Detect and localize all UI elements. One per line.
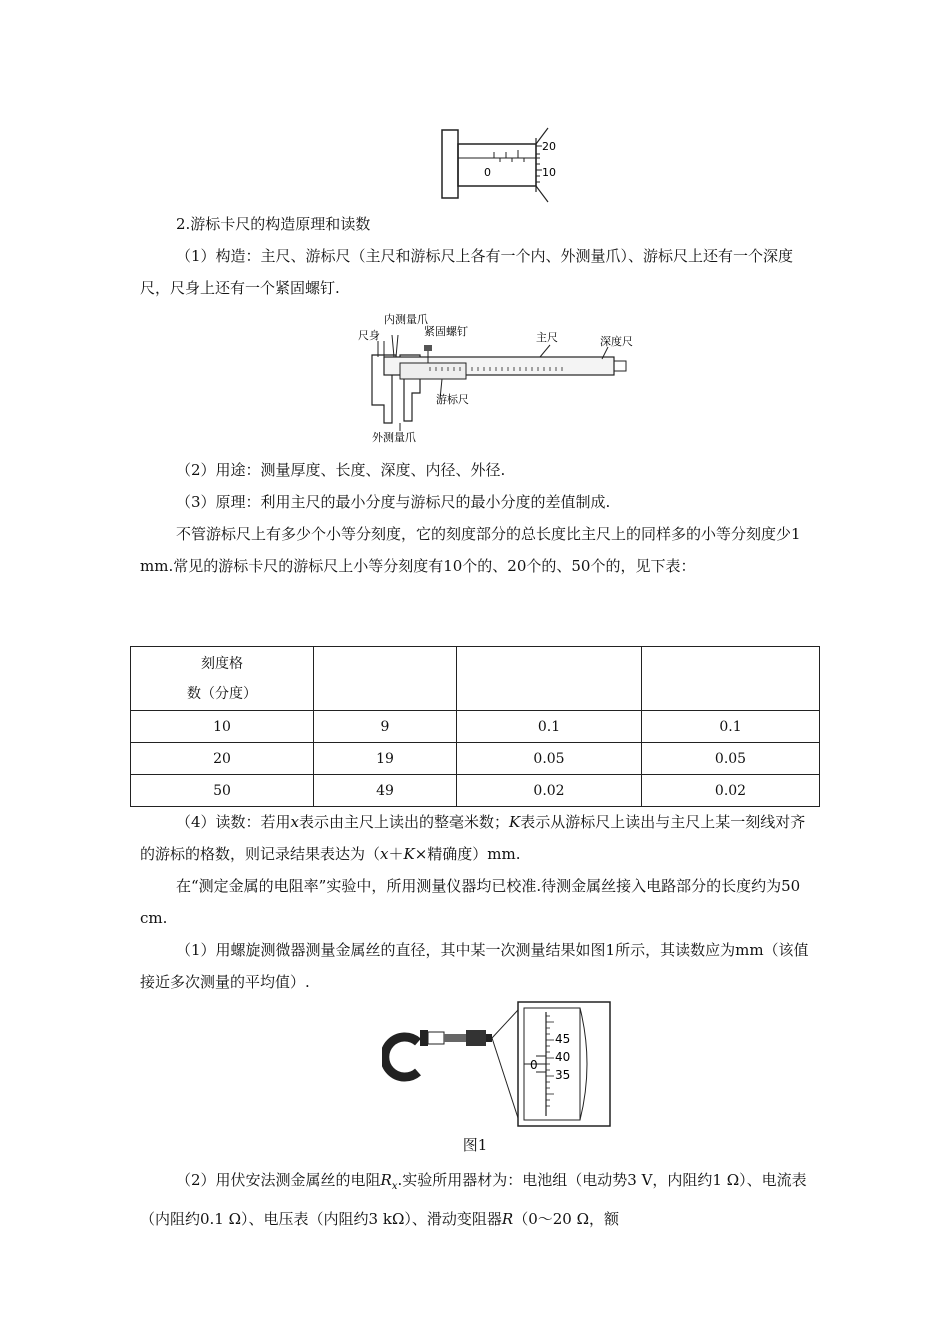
paragraph-explain: 不管游标尺上有多少个小等分刻度，它的刻度部分的总长度比主尺上的同样多的小等分刻度少1 mm.常见的游标卡尺的游标尺上小等分刻度有10个的、20个的、50个的，见下表： bbox=[140, 525, 801, 575]
table-cell: 19 bbox=[314, 743, 457, 775]
q2-text-b: .实验所用器材为：电池组（电动势3 V，内阻约1 Ω）、电流表（内阻约0.1 Ω）、电压表（内阻约3 kΩ）、滑动变阻器 bbox=[140, 1171, 807, 1228]
caliper-label-screw: 紧固螺钉 bbox=[424, 325, 468, 338]
table-cell: 0.1 bbox=[457, 711, 642, 743]
table-cell: 50 bbox=[131, 775, 314, 807]
paragraph-structure: （1）构造：主尺、游标尺（主尺和游标尺上各有一个内、外测量爪）、游标尺上还有一个深度尺，尺身上还有一个紧固螺钉. bbox=[140, 247, 794, 297]
table-row bbox=[131, 743, 820, 775]
caliper-label-body: 尺身 bbox=[358, 329, 380, 342]
reading-var-x: x bbox=[290, 813, 300, 831]
paragraph-reading bbox=[140, 806, 820, 870]
caliper-label-outer-jaw: 外测量爪 bbox=[372, 431, 416, 444]
table-header-empty-cell bbox=[457, 647, 642, 711]
table-header-empty-cell bbox=[314, 647, 457, 711]
micrometer-top-label-0: 0 bbox=[484, 166, 491, 179]
caliper-label-inner-jaw: 内测量爪 bbox=[384, 313, 428, 326]
table-header-line-1: 刻度格 bbox=[201, 655, 243, 672]
reading-var-k2: K bbox=[403, 845, 415, 863]
caliper-label-vernier: 游标尺 bbox=[436, 393, 469, 406]
reading-text-d: ＋ bbox=[388, 845, 404, 863]
micrometer-top-figure bbox=[438, 124, 563, 204]
q2-text-a: （2）用伏安法测金属丝的电阻 bbox=[176, 1171, 381, 1189]
section-title: 2.游标卡尺的构造原理和读数 bbox=[176, 215, 371, 233]
figure1-label-45: 45 bbox=[555, 1032, 571, 1046]
table-cell: 0.05 bbox=[642, 743, 820, 775]
micrometer-top-label-20: 20 bbox=[542, 140, 556, 153]
q2-text-c: （0～20 Ω，额 bbox=[513, 1210, 620, 1228]
q2-var-r: R bbox=[380, 1171, 392, 1189]
table-row bbox=[131, 775, 820, 807]
micrometer-top-label-10: 10 bbox=[542, 166, 556, 179]
reading-text-c: 表示从游标尺上读出与主尺上某一刻线对齐的游标的格数，则记录结果表达为（ bbox=[140, 813, 806, 863]
table-cell: 9 bbox=[314, 711, 457, 743]
figure1-label-0: 0 bbox=[530, 1058, 538, 1072]
table-row bbox=[131, 711, 820, 743]
reading-text-e: ×精确度）mm. bbox=[414, 845, 521, 863]
table-cell: 0.02 bbox=[457, 775, 642, 807]
reading-text-a: （4）读数：若用 bbox=[176, 813, 291, 831]
table-header-cell bbox=[131, 647, 314, 711]
reading-var-k: K bbox=[509, 813, 521, 831]
table-header-row bbox=[131, 647, 820, 711]
vernier-caliper-figure bbox=[340, 305, 650, 450]
caliper-label-main-scale: 主尺 bbox=[536, 331, 558, 344]
paragraph-principle: （3）原理：利用主尺的最小分度与游标尺的最小分度的差值制成. bbox=[176, 493, 611, 511]
paragraph-use: （2）用途：测量厚度、长度、深度、内径、外径. bbox=[176, 461, 506, 479]
q2-var-r-subscript: x bbox=[391, 1181, 398, 1192]
figure1-label-35: 35 bbox=[555, 1068, 571, 1082]
table-cell: 0.1 bbox=[642, 711, 820, 743]
q2-var-r2: R bbox=[501, 1210, 514, 1228]
paragraph-question-1: （1）用螺旋测微器测量金属丝的直径，其中某一次测量结果如图1所示，其读数应为mm（该值接近多次测量的平均值）. bbox=[140, 941, 809, 991]
table-cell: 49 bbox=[314, 775, 457, 807]
table-cell: 10 bbox=[131, 711, 314, 743]
table-header-empty-cell bbox=[642, 647, 820, 711]
vernier-spec-table bbox=[130, 646, 820, 807]
table-cell: 0.05 bbox=[457, 743, 642, 775]
figure1-label-40: 40 bbox=[555, 1050, 571, 1064]
reading-var-x2: x bbox=[380, 845, 389, 863]
figure-1-caption: 图1 bbox=[462, 1136, 488, 1154]
table-cell: 20 bbox=[131, 743, 314, 775]
figure-1-micrometer bbox=[382, 1000, 612, 1130]
table-cell: 0.02 bbox=[642, 775, 820, 807]
paragraph-problem: 在“测定金属的电阻率”实验中，所用测量仪器均已校准.待测金属丝接入电路部分的长度约为50 cm. bbox=[140, 877, 801, 927]
reading-text-b: 表示由主尺上读出的整毫米数； bbox=[299, 813, 510, 831]
paragraph-question-2 bbox=[140, 1164, 820, 1235]
table-header-line-2: 数（分度） bbox=[187, 685, 257, 702]
caliper-label-depth: 深度尺 bbox=[600, 335, 633, 348]
